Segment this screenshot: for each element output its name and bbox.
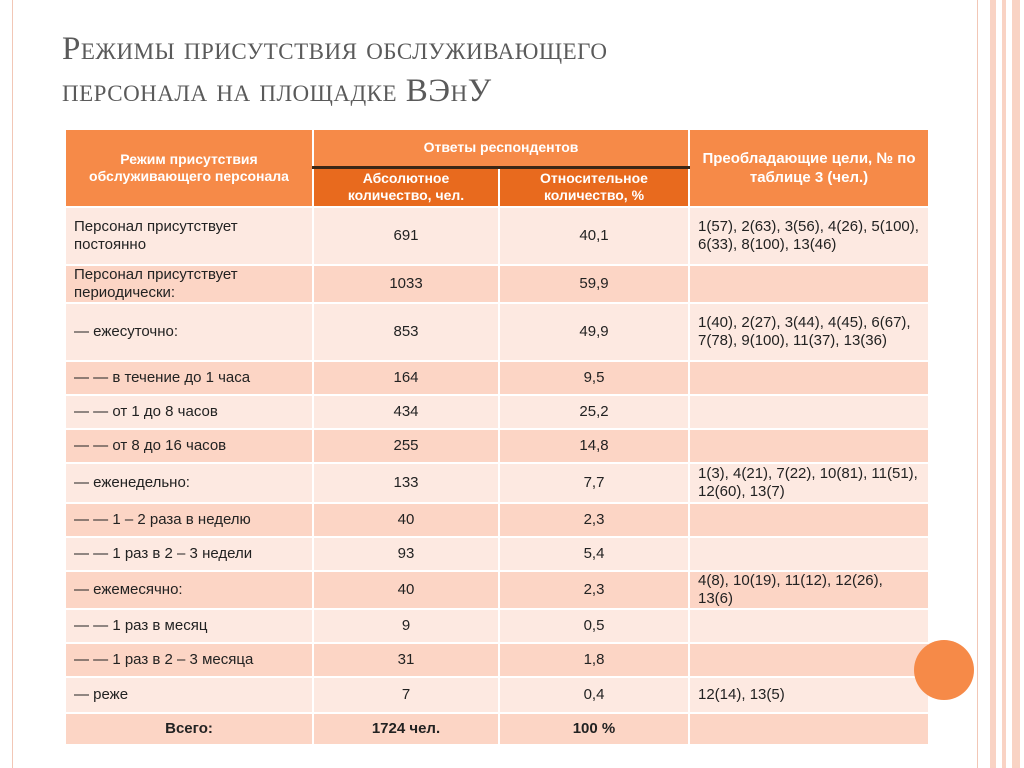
cell-goals: 1(40), 2(27), 3(44), 4(45), 6(67), 7(78), 9(100), 11(37), 13(36) (689, 303, 929, 361)
title-line-1: Режимы присутствия обслуживающего (62, 31, 608, 67)
table-row (65, 429, 929, 463)
cell-absolute: 1033 (313, 265, 499, 303)
total-label: Всего: (65, 713, 313, 745)
cell-mode: — — 1 – 2 раза в неделю (65, 503, 313, 537)
right-stripe-3 (1012, 0, 1020, 768)
cell-relative: 2,3 (499, 571, 689, 609)
table-row (65, 503, 929, 537)
cell-mode: — — от 8 до 16 часов (65, 429, 313, 463)
cell-mode: — — от 1 до 8 часов (65, 395, 313, 429)
table-row (65, 207, 929, 265)
cell-relative: 2,3 (499, 503, 689, 537)
cell-mode: — реже (65, 677, 313, 713)
presence-modes-table (64, 128, 930, 746)
total-relative: 100 % (499, 713, 689, 745)
cell-goals (689, 537, 929, 571)
total-absolute: 1724 чел. (313, 713, 499, 745)
header-row-1 (65, 129, 929, 167)
header-mode: Режим присутствия обслуживающего персонала (65, 129, 313, 207)
cell-absolute: 255 (313, 429, 499, 463)
table-row (65, 303, 929, 361)
cell-absolute: 40 (313, 571, 499, 609)
cell-relative: 5,4 (499, 537, 689, 571)
cell-absolute: 853 (313, 303, 499, 361)
table-row (65, 361, 929, 395)
cell-relative: 59,9 (499, 265, 689, 303)
table-row (65, 643, 929, 677)
cell-mode: — еженедельно: (65, 463, 313, 503)
table-row (65, 395, 929, 429)
table-row (65, 265, 929, 303)
cell-goals: 1(3), 4(21), 7(22), 10(81), 11(51), 12(60), 13(7) (689, 463, 929, 503)
cell-absolute: 93 (313, 537, 499, 571)
cell-goals (689, 361, 929, 395)
header-goals: Преобладающие цели, № по таблице 3 (чел.) (689, 129, 929, 207)
cell-relative: 0,5 (499, 609, 689, 643)
header-absolute: Абсолютное количество, чел. (313, 167, 499, 207)
decorative-circle (914, 640, 974, 700)
cell-relative: 49,9 (499, 303, 689, 361)
header-relative: Относительное количество, % (499, 167, 689, 207)
cell-absolute: 133 (313, 463, 499, 503)
cell-goals: 4(8), 10(19), 11(12), 12(26), 13(6) (689, 571, 929, 609)
title-line-2: персонала на площадке ВЭнУ (62, 73, 492, 109)
cell-absolute: 691 (313, 207, 499, 265)
cell-absolute: 7 (313, 677, 499, 713)
cell-mode: — — 1 раз в месяц (65, 609, 313, 643)
right-stripe-1 (990, 0, 996, 768)
table-row (65, 537, 929, 571)
cell-goals: 12(14), 13(5) (689, 677, 929, 713)
table-row (65, 609, 929, 643)
table-row (65, 463, 929, 503)
table-body (65, 207, 929, 745)
cell-absolute: 31 (313, 643, 499, 677)
total-goals (689, 713, 929, 745)
slide-title (62, 28, 942, 112)
cell-goals (689, 503, 929, 537)
cell-relative: 1,8 (499, 643, 689, 677)
cell-relative: 9,5 (499, 361, 689, 395)
cell-mode: — — 1 раз в 2 – 3 недели (65, 537, 313, 571)
table-row (65, 571, 929, 609)
cell-relative: 14,8 (499, 429, 689, 463)
total-row (65, 713, 929, 745)
cell-mode: Персонал присутствует постоянно (65, 207, 313, 265)
cell-goals: 1(57), 2(63), 3(56), 4(26), 5(100), 6(33), 8(100), 13(46) (689, 207, 929, 265)
cell-relative: 25,2 (499, 395, 689, 429)
cell-mode: — — в течение до 1 часа (65, 361, 313, 395)
header-responses: Ответы респондентов (313, 129, 689, 167)
cell-goals (689, 395, 929, 429)
cell-mode: — ежесуточно: (65, 303, 313, 361)
cell-goals (689, 429, 929, 463)
table-row (65, 677, 929, 713)
cell-goals (689, 265, 929, 303)
cell-absolute: 434 (313, 395, 499, 429)
cell-mode: Персонал присутствует периодически: (65, 265, 313, 303)
cell-goals (689, 643, 929, 677)
cell-mode: — ежемесячно: (65, 571, 313, 609)
cell-relative: 7,7 (499, 463, 689, 503)
cell-relative: 0,4 (499, 677, 689, 713)
cell-relative: 40,1 (499, 207, 689, 265)
right-stripe-2 (1002, 0, 1006, 768)
cell-absolute: 164 (313, 361, 499, 395)
cell-absolute: 40 (313, 503, 499, 537)
cell-goals (689, 609, 929, 643)
cell-mode: — — 1 раз в 2 – 3 месяца (65, 643, 313, 677)
cell-absolute: 9 (313, 609, 499, 643)
